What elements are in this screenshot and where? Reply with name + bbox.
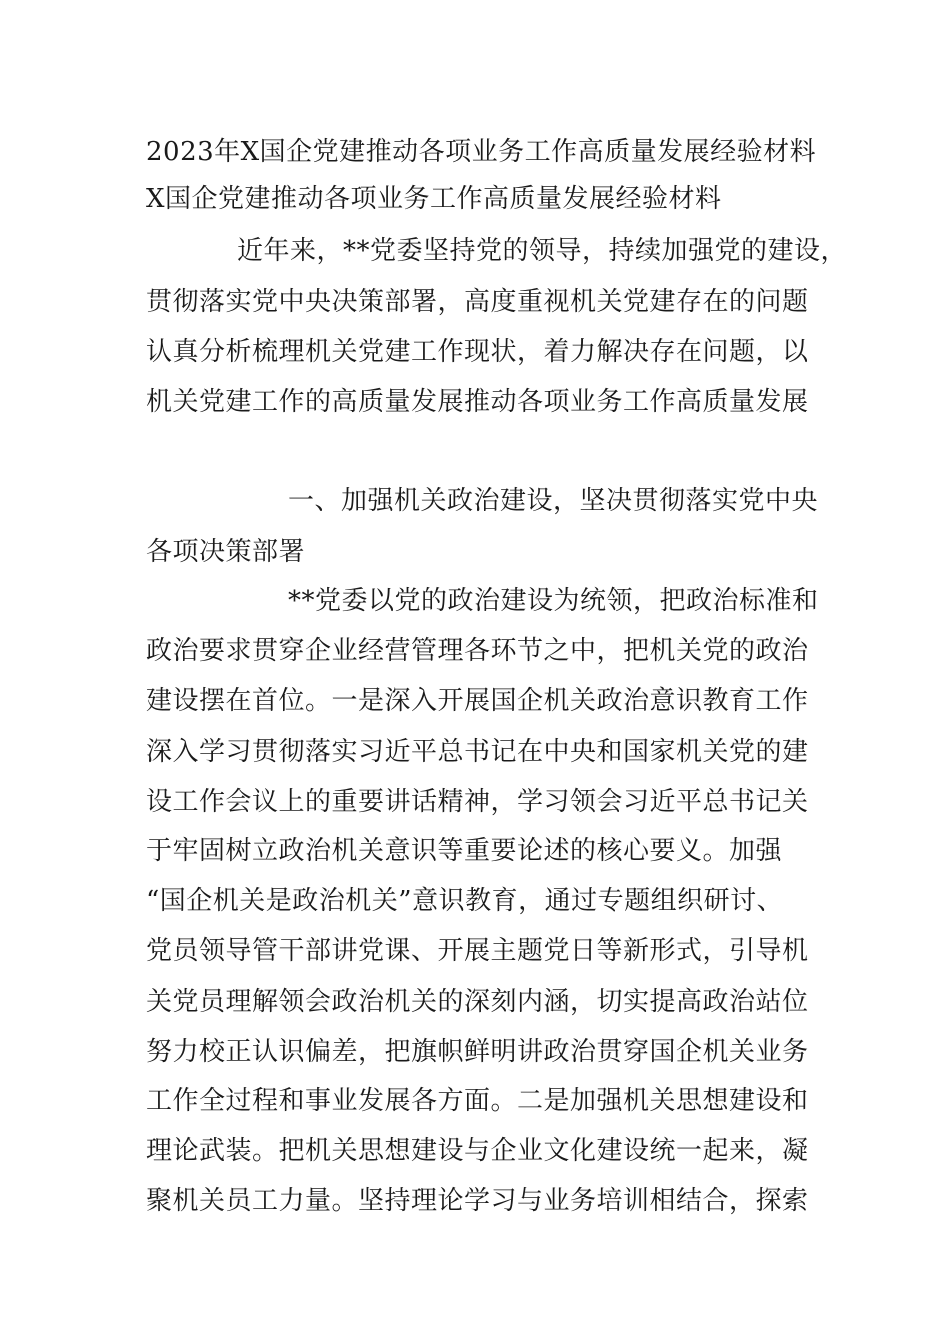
document-subtitle: X国企党建推动各项业务工作高质量发展经验材料 — [146, 184, 722, 214]
intro-line: 贯彻落实党中央决策部署，高度重视机关党建存在的问题 — [146, 287, 809, 317]
body-line: 努力校正认识偏差，把旗帜鲜明讲政治贯穿国企机关业务 — [146, 1037, 809, 1067]
body-line: **党委以党的政治建设为统领，把政治标准和 — [288, 586, 819, 616]
body-line: 关党员理解领会政治机关的深刻内涵，切实提高政治站位 — [146, 987, 809, 1017]
body-line: 政治要求贯穿企业经营管理各环节之中，把机关党的政治 — [146, 636, 809, 666]
body-line: 于牢固树立政治机关意识等重要论述的核心要义。加强 — [146, 836, 783, 866]
body-line: 聚机关员工力量。坚持理论学习与业务培训相结合，探索 — [146, 1186, 809, 1216]
section-heading: 各项决策部署 — [146, 537, 306, 567]
intro-line: 近年来，**党委坚持党的领导，持续加强党的建设， — [237, 236, 848, 266]
body-line: 深入学习贯彻落实习近平总书记在中央和国家机关党的建 — [146, 737, 809, 767]
body-line: 建设摆在首位。一是深入开展国企机关政治意识教育工作 — [146, 686, 809, 716]
body-line: “国企机关是政治机关”意识教育，通过专题组织研讨、 — [146, 886, 784, 916]
section-heading: 一、加强机关政治建设，坚决贯彻落实党中央 — [288, 486, 819, 516]
body-line: 党员领导管干部讲党课、开展主题党日等新形式，引导机 — [146, 936, 809, 966]
document-title: 2023年X国企党建推动各项业务工作高质量发展经验材料 — [146, 137, 817, 167]
body-line: 工作全过程和事业发展各方面。二是加强机关思想建设和 — [146, 1086, 809, 1116]
intro-line: 认真分析梳理机关党建工作现状，着力解决存在问题，以 — [146, 337, 809, 367]
intro-line: 机关党建工作的高质量发展推动各项业务工作高质量发展 — [146, 387, 809, 417]
body-line: 理论武装。把机关思想建设与企业文化建设统一起来，凝 — [146, 1136, 809, 1166]
body-line: 设工作会议上的重要讲话精神，学习领会习近平总书记关 — [146, 787, 809, 817]
